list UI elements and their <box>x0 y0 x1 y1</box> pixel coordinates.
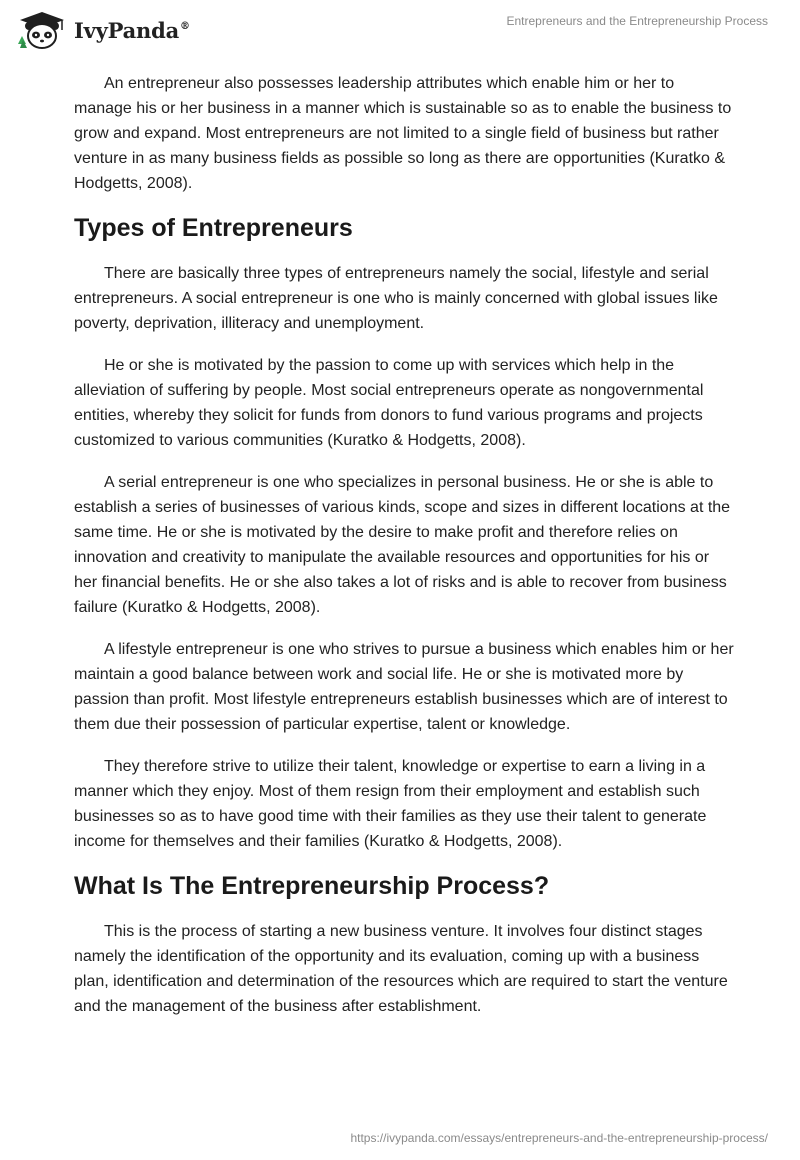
section-heading-process: What Is The Entrepreneurship Process? <box>74 872 550 900</box>
paragraph: They therefore strive to utilize their talent, knowledge or expertise to earn a living in a manner which they enjoy. Most of them resign from their employment and establish such businesses so as to have good time with their families as they use their talent to generate income for themselves and their families (Kuratko & Hodgetts, 2008). <box>74 758 707 850</box>
registered-mark: ® <box>180 20 190 32</box>
ivypanda-logo[interactable] <box>14 10 190 50</box>
brand-name: IvyPanda® <box>74 17 190 43</box>
paragraph: There are basically three types of entrepreneurs namely the social, lifestyle and serial entrepreneurs. A social entrepreneur is one who is mainly concerned with global issues like poverty, deprivation, illiteracy and unemployment. <box>74 265 718 332</box>
source-url[interactable]: https://ivypanda.com/essays/entrepreneurs-and-the-entrepreneurship-process/ <box>350 1131 768 1145</box>
page-header <box>0 0 800 60</box>
essay-body <box>74 71 734 1036</box>
paragraph: This is the process of starting a new business venture. It involves four distinct stages namely the identification of the opportunity and its evaluation, coming up with a business plan, identification and determination of the resources which are required to start the venture and the management of the business after establishment. <box>74 923 728 1015</box>
section-heading-types: Types of Entrepreneurs <box>74 214 353 242</box>
paragraph: A serial entrepreneur is one who specializes in personal business. He or she is able to establish a series of businesses of various kinds, scope and sizes in different locations at the same time. He or she is motivated by the desire to make profit and therefore relies on innovation and creativity to manipulate the available resources and opportunities for his or her financial benefits. He or she also takes a lot of risks and is able to recover from business failure (Kuratko & Hodgetts, 2008). <box>74 474 731 616</box>
intro-paragraph: An entrepreneur also possesses leadership attributes which enable him or her to manage his or her business in a manner which is sustainable so as to enable the business to grow and expand. Most entrepreneurs are not limited to a single field of business but rather venture in as many business fields as possible so long as there are opportunities (Kuratko & Hodgetts, 2008). <box>74 75 732 192</box>
panda-graduate-icon <box>14 10 70 50</box>
paragraph: He or she is motivated by the passion to come up with services which help in the alleviation of suffering by people. Most social entrepreneurs operate as nongovernmental entities, whereby they solicit for funds from donors to fund various programs and projects customized to various communities (Kuratko & Hodgetts, 2008). <box>74 357 704 449</box>
document-title: Entrepreneurs and the Entrepreneurship Process <box>506 14 768 28</box>
paragraph: A lifestyle entrepreneur is one who strives to pursue a business which enables him or her maintain a good balance between work and social life. He or she is motivated more by passion than profit. Most lifestyle entrepreneurs establish businesses which are of interest to them due their possession of particular expertise, talent or knowledge. <box>74 641 734 733</box>
